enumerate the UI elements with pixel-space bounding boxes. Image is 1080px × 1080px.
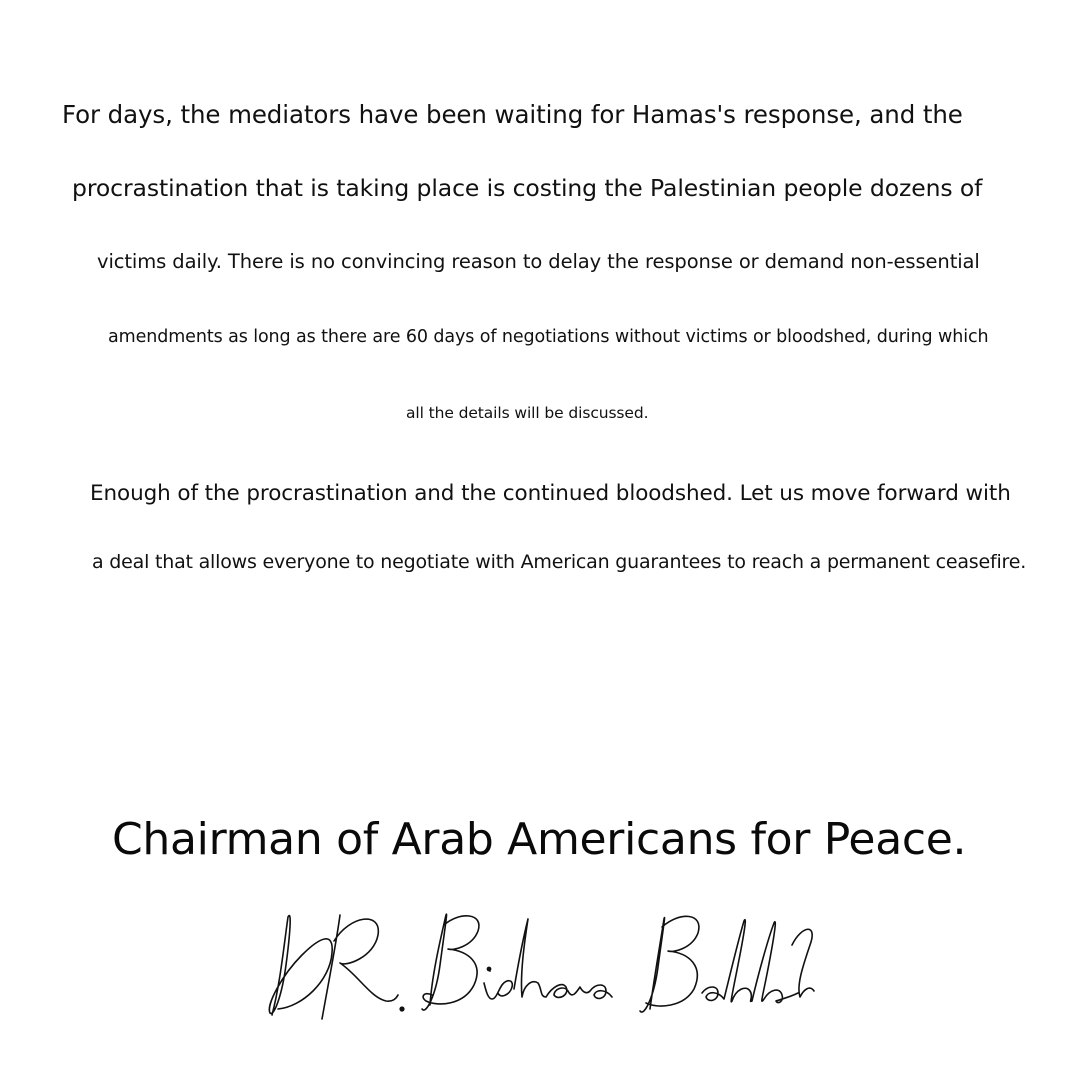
author-title: Chairman of Arab Americans for Peace. — [112, 814, 967, 865]
paragraph-1-line-5: all the details will be discussed. — [406, 404, 649, 422]
paragraph-2-line-1: Enough of the procrastination and the continued bloodshed. Let us move forward with — [90, 481, 1011, 506]
paragraph-2-line-2: a deal that allows everyone to negotiate with American guarantees to reach a permanent ceasefire. — [92, 551, 1027, 573]
paragraph-1-line-2: procrastination that is taking place is costing the Palestinian people dozens of — [72, 174, 983, 202]
paragraph-1-line-1: For days, the mediators have been waiting for Hamas's response, and the — [62, 100, 963, 129]
paragraph-1-line-4: amendments as long as there are 60 days of negotiations without victims or bloodshed, during which — [108, 327, 989, 347]
handwritten-signature — [262, 905, 822, 1030]
paragraph-1-line-3: victims daily. There is no convincing reason to delay the response or demand non-essential — [97, 250, 980, 273]
